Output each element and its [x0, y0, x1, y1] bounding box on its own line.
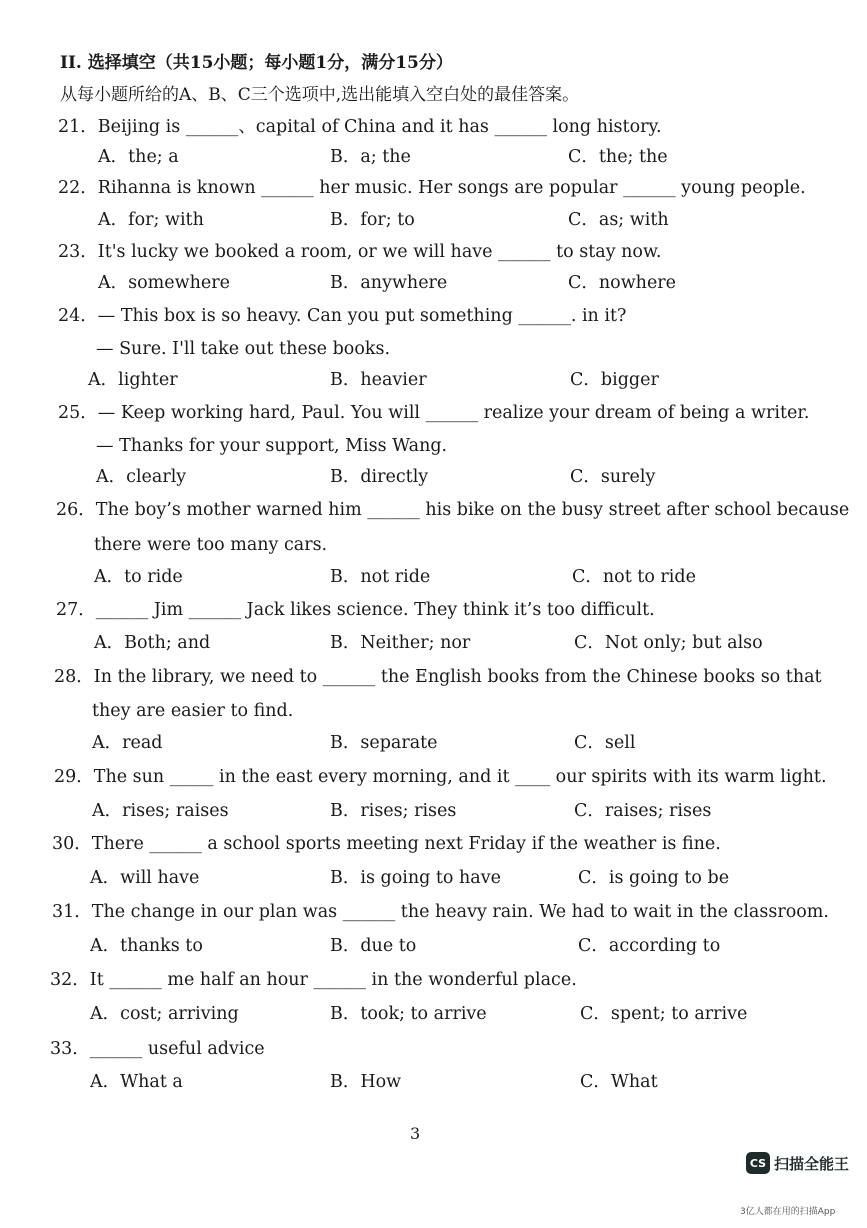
question-28 [54, 666, 822, 688]
option-b: B．due to [330, 936, 417, 956]
question-number: 25． [58, 403, 98, 423]
option-c: C．bigger [570, 370, 659, 390]
question-33 [50, 1038, 265, 1060]
section-title: II. 选择填空（共15小题；每小题1分，满分15分） [60, 53, 453, 73]
question-text-line-2: — Sure. I'll take out these books. [96, 339, 391, 359]
question-text: There ______ a school sports meeting next Friday if the weather is fine. [91, 834, 721, 854]
page-number: 3 [410, 1124, 421, 1143]
option-b: B．took; to arrive [330, 1004, 487, 1024]
option-c: C．spent; to arrive [580, 1004, 748, 1024]
option-b: B．heavier [330, 370, 427, 390]
question-21 [58, 116, 662, 138]
question-number: 21． [58, 117, 98, 137]
question-number: 33． [50, 1039, 90, 1059]
question-27 [56, 599, 655, 621]
question-32 [50, 969, 577, 991]
option-a: A．rises; raises [92, 801, 229, 821]
question-24 [58, 305, 626, 327]
option-b: B．directly [330, 467, 429, 487]
option-a: A．read [92, 733, 163, 753]
question-number: 32． [50, 970, 90, 990]
question-text: It ______ me half an hour ______ in the wonderful place. [89, 970, 577, 990]
question-text: Beijing is ______、capital of China and it has ______ long history. [97, 117, 662, 137]
scanner-tagline: 3亿人都在用的扫描App [740, 1207, 836, 1217]
option-a: A．for; with [98, 210, 204, 230]
option-b: B．How [330, 1072, 402, 1092]
scanner-app-name: 扫描全能王 [774, 1154, 850, 1173]
section-instruction: 从每小题所给的A、B、C三个选项中,选出能填入空白处的最佳答案。 [60, 85, 580, 105]
question-text-line-2: — Thanks for your support, Miss Wang. [96, 436, 448, 456]
option-c: C．Not only; but also [574, 633, 763, 653]
option-c: C．according to [578, 936, 721, 956]
question-text: It's lucky we booked a room, or we will have ______ to stay now. [97, 242, 662, 262]
question-text: In the library, we need to ______ the English books from the Chinese books so that [93, 667, 822, 687]
question-number: 23． [58, 242, 98, 262]
question-number: 26． [56, 500, 96, 520]
option-b: B．is going to have [330, 868, 501, 888]
option-b: B．Neither; nor [330, 633, 471, 653]
question-23 [58, 241, 661, 263]
option-c: C．is going to be [578, 868, 730, 888]
question-text: The sun _____ in the east every morning, and it ____ our spirits with its warm light. [93, 767, 827, 787]
question-text: The change in our plan was ______ the heavy rain. We had to wait in the classroom. [91, 902, 829, 922]
question-number: 24． [58, 306, 98, 326]
scanner-logo-icon: CS [746, 1152, 770, 1174]
question-text: — This box is so heavy. Can you put something ______. in it? [97, 306, 627, 326]
question-number: 27． [56, 600, 96, 620]
option-c: C．as; with [568, 210, 669, 230]
option-a: A．somewhere [98, 273, 230, 293]
question-22 [58, 177, 806, 199]
option-a: A．lighter [88, 370, 178, 390]
question-text: ______ Jim ______ Jack likes science. They think it’s too difficult. [95, 600, 655, 620]
option-a: A．clearly [96, 467, 187, 487]
question-text: The boy’s mother warned him ______ his bike on the busy street after school because [95, 500, 850, 520]
option-b: B．for; to [330, 210, 415, 230]
option-b: B．rises; rises [330, 801, 457, 821]
scanner-watermark [746, 1150, 849, 1176]
option-a: A．Both; and [94, 633, 211, 653]
option-a: A．What a [90, 1072, 183, 1092]
option-c: C．surely [570, 467, 656, 487]
question-number: 31． [52, 902, 92, 922]
option-c: C．sell [574, 733, 636, 753]
question-29 [54, 766, 827, 788]
question-31 [52, 901, 829, 923]
option-a: A．thanks to [90, 936, 203, 956]
question-number: 29． [54, 767, 94, 787]
option-c: C．not to ride [572, 567, 696, 587]
option-c: C．raises; rises [574, 801, 712, 821]
option-c: C．What [580, 1072, 658, 1092]
option-b: B．separate [330, 733, 438, 753]
option-a: A．will have [90, 868, 200, 888]
option-c: C．nowhere [568, 273, 677, 293]
question-30 [52, 833, 721, 855]
question-text: Rihanna is known ______ her music. Her songs are popular ______ young people. [97, 178, 806, 198]
option-b: B．not ride [330, 567, 431, 587]
option-a: A．the; a [98, 147, 179, 167]
question-26 [56, 499, 849, 521]
option-c: C．the; the [568, 147, 668, 167]
option-b: B．a; the [330, 147, 411, 167]
question-number: 22． [58, 178, 98, 198]
question-text-line-2: they are easier to find. [92, 701, 294, 721]
question-text: — Keep working hard, Paul. You will ______ realize your dream of being a writer. [97, 403, 810, 423]
question-text-line-2: there were too many cars. [94, 535, 328, 555]
question-number: 28． [54, 667, 94, 687]
option-a: A．to ride [94, 567, 183, 587]
option-a: A．cost; arriving [90, 1004, 239, 1024]
question-number: 30． [52, 834, 92, 854]
question-25 [58, 402, 809, 424]
question-text: ______ useful advice [89, 1039, 265, 1059]
option-b: B．anywhere [330, 273, 448, 293]
